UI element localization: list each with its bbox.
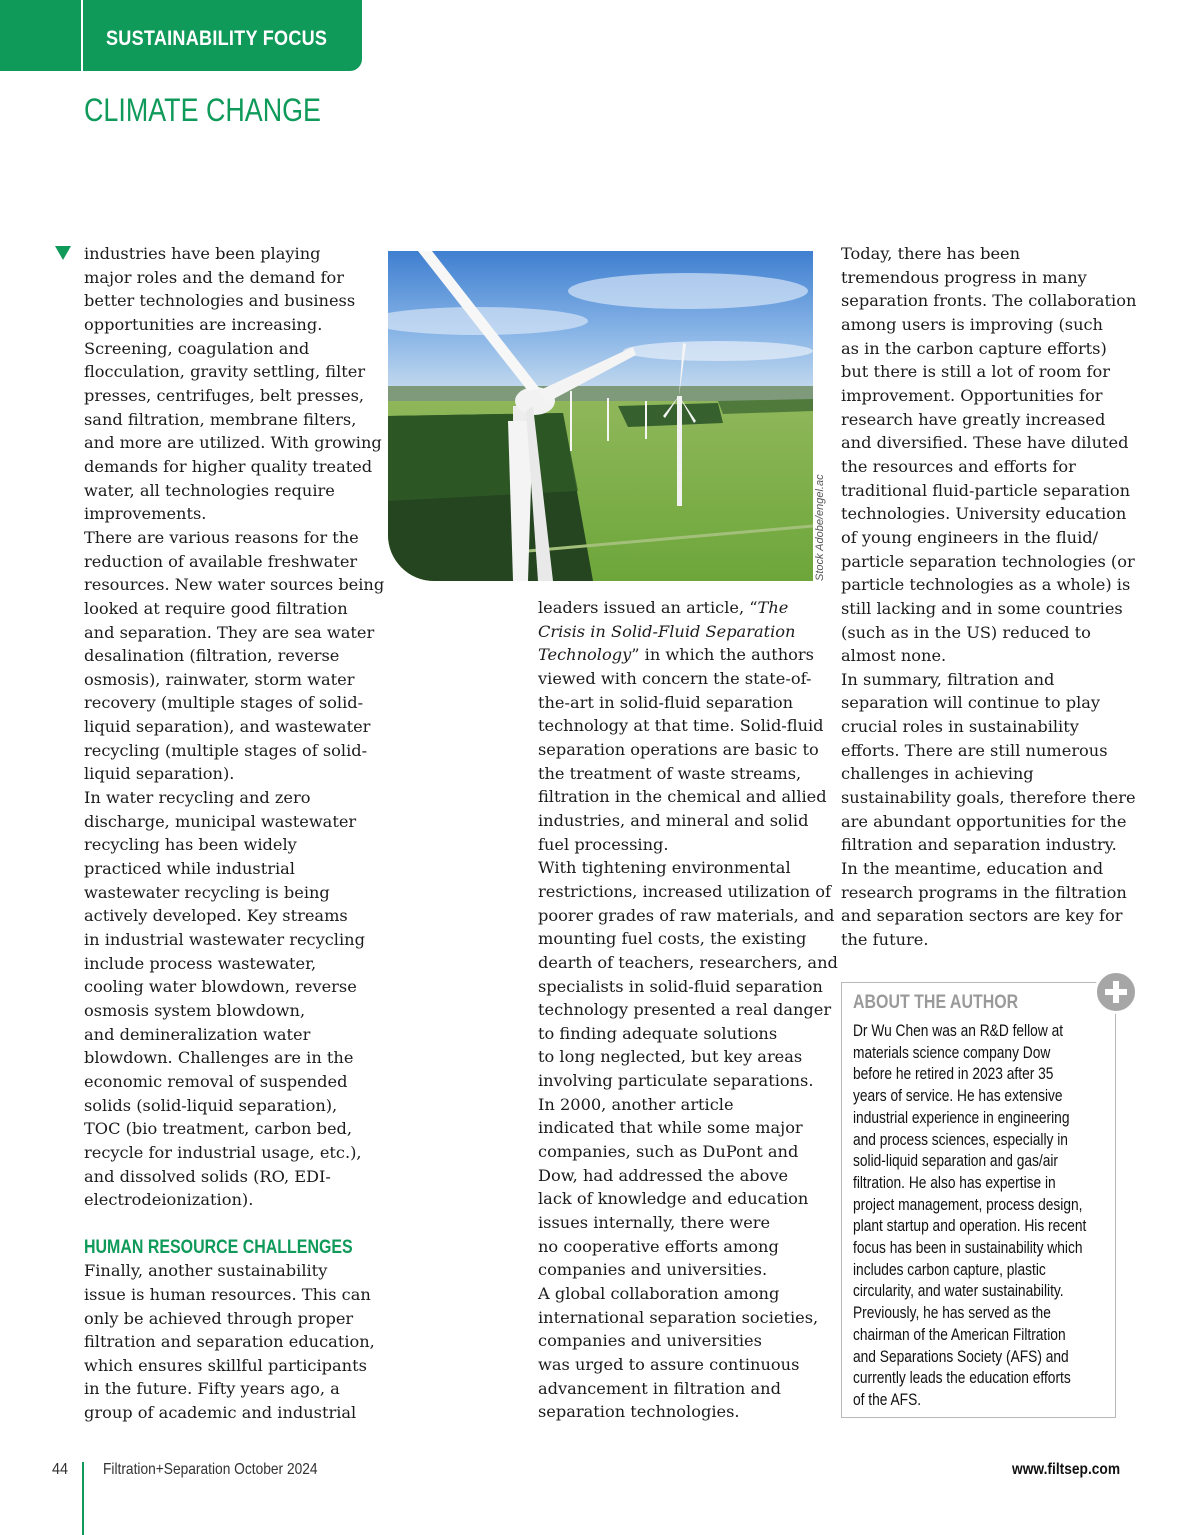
author-bio-line: solid-liquid separation and gas/air <box>853 1151 1059 1171</box>
text-line: the future. <box>841 930 929 950</box>
text-line: solids (solid-liquid separation), <box>84 1095 338 1115</box>
text-line: companies and universities <box>538 1331 762 1351</box>
text-line: technology presented a real danger <box>538 1000 832 1020</box>
text-line: wastewater recycling is being <box>84 882 330 902</box>
text-line: desalination (filtration, reverse <box>84 646 340 666</box>
text-line: companies and universities. <box>538 1260 768 1280</box>
text-line: restrictions, increased utilization of <box>538 881 831 901</box>
text-line: blowdown. Challenges are in the <box>84 1048 354 1068</box>
text-line: which ensures skillful participants <box>84 1355 367 1375</box>
text-line: particle separation technologies (or <box>841 551 1135 571</box>
text-line: presses, centrifuges, belt presses, <box>84 385 365 405</box>
text-line: and dissolved solids (RO, EDI- <box>84 1166 331 1186</box>
author-bio-line: industrial experience in engineering <box>853 1107 1070 1127</box>
text-line: of young engineers in the fluid/ <box>841 527 1099 547</box>
text-line: the treatment of waste streams, <box>538 763 802 783</box>
text-line: crucial roles in sustainability <box>841 717 1079 737</box>
text-line: separation operations are basic to <box>538 739 819 759</box>
text-line: demands for higher quality treated <box>84 456 373 476</box>
author-bio-line: of the AFS. <box>853 1389 922 1409</box>
publication-name: Filtration+Separation October 2024 <box>103 1461 318 1478</box>
author-bio-line: chairman of the American Filtration <box>853 1324 1066 1344</box>
column-1-body <box>84 242 385 1212</box>
author-bio-line: currently leads the education efforts <box>853 1368 1071 1388</box>
text-line: Finally, another sustainability <box>84 1261 328 1281</box>
text-line: traditional fluid-particle separation <box>841 480 1131 500</box>
text-line: practiced while industrial <box>84 859 295 879</box>
text-line: resources. New water sources being <box>84 575 385 595</box>
text-line: the resources and efforts for <box>841 456 1076 476</box>
column-2-body <box>538 596 838 1424</box>
text-line: A global collaboration among <box>538 1284 780 1304</box>
text-line: particle technologies as a whole) is <box>841 575 1131 595</box>
text-line: discharge, municipal wastewater <box>84 811 357 831</box>
text-line: fuel processing. <box>538 834 669 854</box>
text-line: filtration in the chemical and allied <box>538 787 827 807</box>
author-bio-line: Previously, he has served as the <box>853 1303 1051 1323</box>
article-column-3 <box>841 242 1137 952</box>
text-line: research have greatly increased <box>841 409 1106 429</box>
text-line: was urged to assure continuous <box>538 1355 800 1374</box>
text-line: in the future. Fifty years ago, a <box>84 1379 340 1399</box>
text-line: Crisis in Solid-Fluid Separation <box>538 621 796 641</box>
text-line: lack of knowledge and education <box>538 1189 809 1209</box>
text-line: In water recycling and zero <box>84 788 311 808</box>
footer-rule <box>82 1462 84 1535</box>
text-line: recycle for industrial usage, etc.), <box>84 1142 362 1162</box>
wind-turbine-photo <box>388 251 813 581</box>
author-bio-line: project management, process design, <box>853 1194 1083 1214</box>
column-1-body-continued <box>84 1259 374 1425</box>
text-line: dearth of teachers, researchers, and <box>538 952 838 972</box>
column-3-body <box>841 242 1137 952</box>
article-column-1 <box>84 242 385 1425</box>
text-line: filtration and separation education, <box>84 1332 375 1352</box>
author-bio-line: focus has been in sustainability which <box>853 1238 1083 1258</box>
text-line: Today, there has been <box>841 244 1021 263</box>
text-line: separation technologies. <box>538 1402 740 1422</box>
author-bio-line: plant startup and operation. His recent <box>853 1216 1087 1236</box>
text-line: research programs in the filtration <box>841 882 1127 902</box>
author-bio-line: materials science company Dow <box>853 1042 1051 1062</box>
text-line: and separation. They are sea water <box>84 622 375 642</box>
author-bio-line: before he retired in 2023 after 35 <box>853 1064 1054 1084</box>
text-line: leaders issued an article, “The <box>538 598 789 617</box>
continuation-triangle-icon <box>55 246 71 260</box>
text-line: TOC (bio treatment, carbon bed, <box>84 1119 353 1139</box>
about-author-bio <box>853 1020 1118 1411</box>
text-line: but there is still a lot of room for <box>841 362 1110 382</box>
author-bio-line: circularity, and water sustainability. <box>853 1281 1064 1301</box>
text-line: flocculation, gravity settling, filter <box>84 362 366 382</box>
text-line: looked at require good filtration <box>84 598 348 618</box>
text-line: better technologies and business <box>84 291 356 311</box>
text-line: indicated that while some major <box>538 1118 803 1138</box>
text-line: technologies. University education <box>841 504 1127 524</box>
text-line: still lacking and in some countries <box>841 598 1123 618</box>
text-line: viewed with concern the state-of- <box>538 668 812 688</box>
text-line: poorer grades of raw materials, and <box>538 905 835 925</box>
text-line: water, all technologies require <box>84 480 335 500</box>
text-line: recycling (multiple stages of solid- <box>84 740 368 760</box>
text-line: electrodeionization). <box>84 1190 254 1210</box>
text-line: In summary, filtration and <box>841 669 1055 689</box>
text-line: industries, and mineral and solid <box>538 810 809 830</box>
paragraph-gap <box>84 1212 374 1236</box>
tab-divider <box>81 0 83 71</box>
text-line: In the meantime, education and <box>841 859 1104 879</box>
text-line: liquid separation). <box>84 764 235 784</box>
text-line: almost none. <box>841 646 947 666</box>
text-line: tremendous progress in many <box>841 267 1087 287</box>
text-line: to long neglected, but key areas <box>538 1047 803 1067</box>
text-line: major roles and the demand for <box>84 267 344 287</box>
text-line: challenges in achieving <box>841 764 1034 784</box>
text-line: advancement in filtration and <box>538 1378 781 1398</box>
text-line: liquid separation), and wastewater <box>84 717 371 737</box>
text-line: are abundant opportunities for the <box>841 811 1127 831</box>
text-line: and more are utilized. With growing <box>84 433 382 453</box>
text-line: international separation societies, <box>538 1307 819 1327</box>
subheading-human-resource-challenges: HUMAN RESOURCE CHALLENGES <box>84 1236 353 1258</box>
text-line: companies, such as DuPont and <box>538 1142 799 1162</box>
text-line: the-art in solid-fluid separation <box>538 692 794 712</box>
text-line: In 2000, another article <box>538 1094 734 1114</box>
text-line: to finding adequate solutions <box>538 1023 778 1043</box>
text-line: among users is improving (such <box>841 314 1103 334</box>
photo-credit-text: Stock Adobe/engel.ac <box>814 474 826 581</box>
text-line: reduction of available freshwater <box>84 551 358 571</box>
text-line: separation fronts. The collaboration <box>841 291 1137 311</box>
page-title: CLIMATE CHANGE <box>84 92 321 128</box>
text-line: Screening, coagulation and <box>84 338 310 358</box>
text-line: include process wastewater, <box>84 953 317 973</box>
page-number: 44 <box>52 1461 69 1478</box>
text-line: (such as in the US) reduced to <box>841 622 1091 642</box>
author-bio-line: includes carbon capture, plastic <box>853 1259 1046 1279</box>
about-author-heading: ABOUT THE AUTHOR <box>853 992 1019 1013</box>
text-line: and demineralization water <box>84 1024 311 1044</box>
text-line: filtration and separation industry. <box>841 835 1117 855</box>
text-line: and diversified. These have diluted <box>841 433 1129 453</box>
author-bio-line: filtration. He also has expertise in <box>853 1172 1056 1192</box>
text-line: sustainability goals, therefore there <box>841 788 1136 808</box>
text-line: opportunities are increasing. <box>84 314 323 334</box>
text-line: technology at that time. Solid-fluid <box>538 716 824 736</box>
text-line: involving particulate separations. <box>538 1071 814 1091</box>
text-line: osmosis), rainwater, storm water <box>84 669 355 689</box>
text-line: efforts. There are still numerous <box>841 740 1108 760</box>
text-line: only be achieved through proper <box>84 1308 354 1328</box>
text-line: With tightening environmental <box>538 858 791 878</box>
text-line: actively developed. Key streams <box>84 906 348 926</box>
text-line: in industrial wastewater recycling <box>84 930 365 950</box>
article-column-2 <box>538 596 838 1424</box>
text-line: as in the carbon capture efforts) <box>841 338 1107 358</box>
text-line: no cooperative efforts among <box>538 1236 779 1256</box>
text-line: Technology” in which the authors <box>538 645 814 665</box>
author-bio-line: years of service. He has extensive <box>853 1086 1063 1106</box>
text-line: specialists in solid-fluid separation <box>538 976 823 996</box>
section-tab-label: SUSTAINABILITY FOCUS <box>106 27 328 50</box>
text-line: improvements. <box>84 504 207 524</box>
photo-credit <box>813 474 827 581</box>
text-line: sand filtration, membrane filters, <box>84 409 357 429</box>
author-bio-line: Dr Wu Chen was an R&D fellow at <box>853 1021 1064 1040</box>
about-author-content <box>853 990 1118 1411</box>
author-bio-line: and process sciences, especially in <box>853 1129 1068 1149</box>
text-line: osmosis system blowdown, <box>84 1001 306 1020</box>
text-line: and separation sectors are key for <box>841 906 1123 926</box>
text-line: recycling has been widely <box>84 835 297 855</box>
text-line: separation will continue to play <box>841 693 1101 713</box>
text-line: There are various reasons for the <box>84 527 359 547</box>
text-line: economic removal of suspended <box>84 1071 348 1091</box>
website-url: www.filtsep.com <box>1012 1461 1121 1478</box>
text-line: group of academic and industrial <box>84 1403 357 1423</box>
text-line: improvement. Opportunities for <box>841 385 1103 405</box>
text-line: mounting fuel costs, the existing <box>538 929 807 949</box>
text-line: issues internally, there were <box>538 1213 771 1233</box>
text-line: recovery (multiple stages of solid- <box>84 693 364 713</box>
text-line: industries have been playing <box>84 244 321 263</box>
text-line: issue is human resources. This can <box>84 1284 371 1304</box>
author-bio-line: and Separations Society (AFS) and <box>853 1346 1069 1366</box>
text-line: cooling water blowdown, reverse <box>84 977 357 997</box>
text-line: Dow, had addressed the above <box>538 1165 789 1185</box>
